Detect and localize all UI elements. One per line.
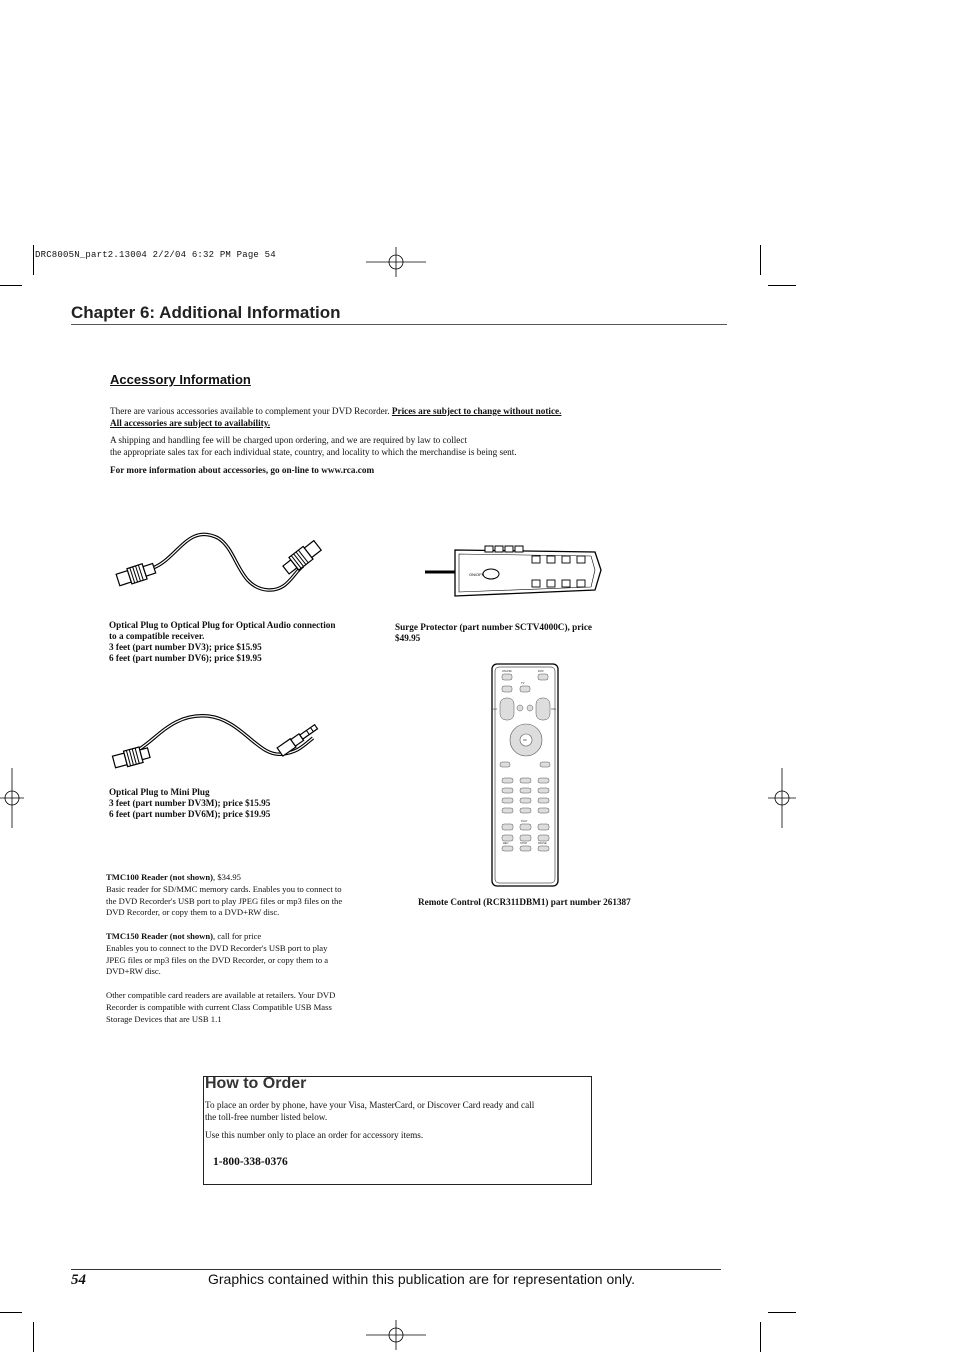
caption-line: 3 feet (part number DV3); price $15.95: [109, 642, 262, 652]
order-note: Use this number only to place an order for accessory items.: [205, 1130, 424, 1140]
remote-label-play: PLAY: [521, 820, 528, 823]
how-to-order-title: How to Order: [205, 1075, 307, 1092]
optical-mini-caption: [109, 787, 359, 820]
notice-text: Prices are subject to change without notice.: [391, 406, 562, 416]
body-line: Recorder is compatible with current Class Compatible USB Mass: [106, 1001, 332, 1012]
more-info-line: For more information about accessories, go on-line to www.rca.com: [110, 465, 375, 475]
availability-text: All accessories are subject to availability.: [110, 418, 271, 428]
crop-mark: [0, 285, 22, 286]
crop-mark: [760, 1322, 761, 1352]
body-line: Storage Devices that are USB 1.1: [106, 1013, 222, 1024]
remote-label-power: ON•OFF: [502, 670, 512, 673]
body-line: Other compatible card readers are available at retailers. Your DVD: [106, 990, 336, 1000]
remote-label-pause: PAUSE: [538, 842, 547, 845]
tmc150-name: TMC150 Reader (not shown): [106, 931, 214, 941]
caption-line: Optical Plug to Optical Plug for Optical Audio connection: [109, 620, 336, 630]
shipping-line: the appropriate sales tax for each individual state, country, and locality to which the merchandise is being sent.: [110, 447, 517, 457]
remote-label-stop: STOP: [520, 842, 528, 845]
optical-mini-cable-illustration: [108, 708, 338, 778]
optical-optical-caption: [109, 620, 389, 664]
order-line: the toll-free number listed below.: [205, 1112, 328, 1122]
crop-mark: [768, 1312, 796, 1313]
chapter-title: Chapter 6: Additional Information: [71, 303, 341, 322]
remote-label-tv: TV: [521, 682, 525, 685]
print-slug: DRC8005N_part2.13004 2/2/04 6:32 PM Page 54: [35, 250, 276, 260]
body-line: Enables you to connect to the DVD Recorder's USB port to play: [106, 942, 328, 953]
order-line: To place an order by phone, have your Visa, MasterCard, or Discover Card ready and call: [205, 1100, 535, 1110]
remote-label-ch: CH: [493, 708, 497, 711]
remote-label-ok: OK: [523, 739, 527, 742]
body-line: the DVD Recorder's USB port to play JPEG files or mp3 files on the: [106, 895, 343, 906]
body-line: JPEG files or mp3 files on the DVD Recorder, or copy them to a: [106, 954, 329, 965]
footer-rule: [71, 1269, 721, 1270]
crop-mark: [760, 245, 761, 275]
section-heading: Accessory Information: [110, 372, 251, 387]
caption-line: Optical Plug to Mini Plug: [109, 787, 210, 797]
registration-mark-left: [0, 768, 24, 828]
caption-line: $49.95: [395, 633, 421, 643]
remote-label-dvd: DVD: [538, 670, 544, 673]
order-instructions: [205, 1099, 590, 1123]
crop-mark: [768, 285, 796, 286]
registration-mark-bottom: [366, 1320, 426, 1350]
crop-mark: [33, 245, 34, 275]
intro-paragraph: [110, 405, 710, 429]
tmc150-block: [106, 931, 386, 978]
remote-label-vol: VOL: [551, 708, 557, 711]
order-phone-number[interactable]: 1-800-338-0376: [213, 1156, 288, 1168]
caption-line: 6 feet (part number DV6M); price $19.95: [109, 809, 271, 819]
shipping-paragraph: [110, 434, 730, 458]
body-line: DVD+RW disc.: [106, 966, 161, 977]
crop-mark: [33, 1322, 34, 1352]
caption-line: Surge Protector (part number SCTV4000C), price: [395, 622, 592, 632]
intro-text: There are various accessories available to complement your DVD Recorder.: [110, 406, 392, 416]
tmc100-block: [106, 872, 386, 919]
page-number: 54: [71, 1272, 86, 1288]
body-line: DVD Recorder, or copy them to a DVD+RW disc.: [106, 907, 280, 918]
remote-label-rec: REC: [503, 842, 509, 845]
tmc150-price: , call for price: [213, 931, 262, 941]
registration-mark-right: [768, 768, 796, 828]
other-readers-block: [106, 990, 386, 1025]
remote-control-illustration: [490, 662, 562, 888]
caption-line: 6 feet (part number DV6); price $19.95: [109, 653, 262, 663]
chapter-rule: [71, 324, 727, 325]
tmc100-name: TMC100 Reader (not shown): [106, 872, 214, 882]
optical-cable-illustration: [108, 528, 338, 598]
crop-mark: [0, 1312, 22, 1313]
body-line: Basic reader for SD/MMC memory cards. Enables you to connect to: [106, 883, 342, 894]
tmc100-price: , $34.95: [213, 872, 241, 882]
remote-caption: Remote Control (RCR311DBM1) part number 261387: [418, 897, 631, 907]
footer-note: Graphics contained within this publication are for representation only.: [208, 1271, 635, 1287]
caption-line: 3 feet (part number DV3M); price $15.95: [109, 798, 271, 808]
surge-protector-illustration: [425, 540, 605, 602]
surge-caption: [395, 622, 645, 644]
surge-switch-label: ON/OFF: [469, 572, 485, 577]
registration-mark-top: [366, 247, 426, 277]
shipping-line: A shipping and handling fee will be charged upon ordering, and we are required by law to collect: [110, 435, 468, 445]
caption-line: to a compatible receiver.: [109, 631, 205, 641]
